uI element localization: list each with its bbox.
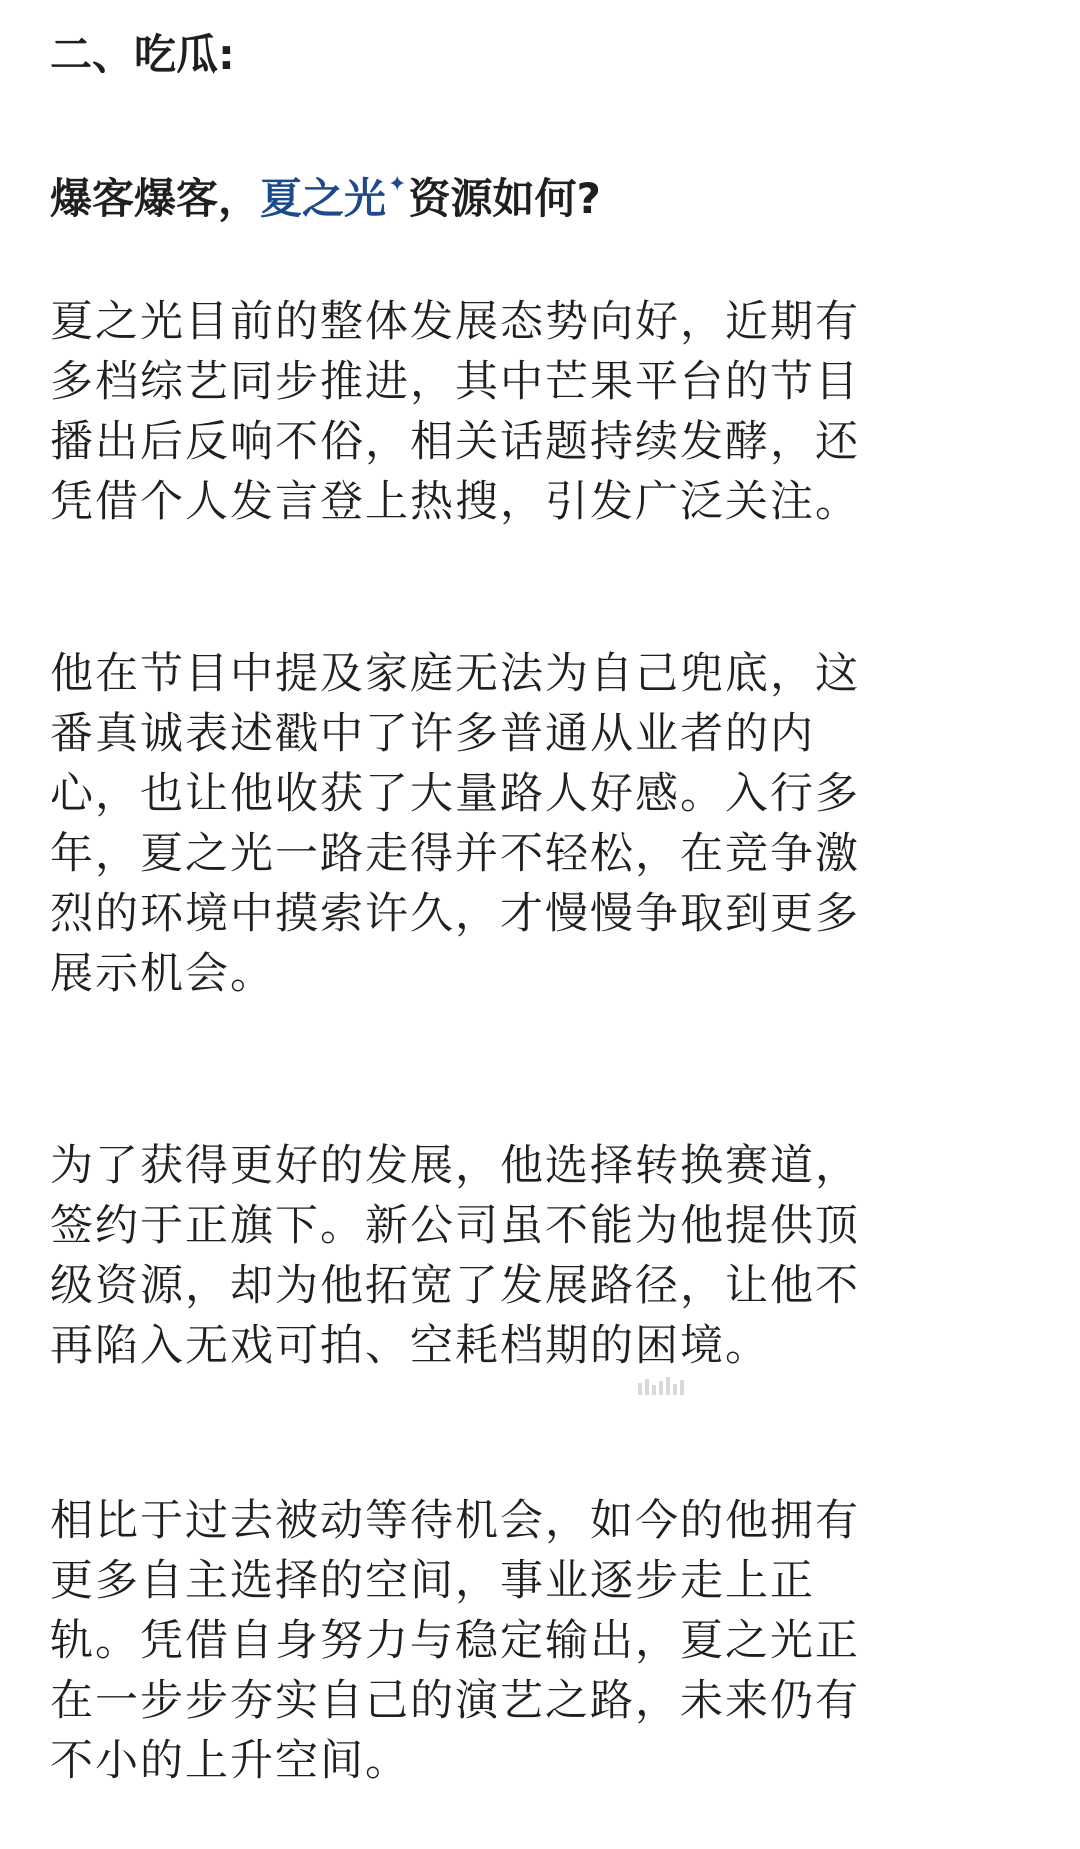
question-suffix: 资源如何? xyxy=(408,174,601,223)
question-prefix: 爆客爆客， xyxy=(50,174,261,223)
text-line: 他在节目中提及家庭无法为自己兜底，这 xyxy=(50,649,860,699)
paragraph-2 xyxy=(50,644,1010,1004)
text-line: 心，也让他收获了大量路人好感。入行多 xyxy=(50,769,860,819)
paragraph-1 xyxy=(50,292,1010,532)
text-line: 夏之光目前的整体发展态势向好，近期有 xyxy=(50,297,860,347)
text-line: 签约于正旗下。新公司虽不能为他提供顶 xyxy=(50,1201,860,1251)
text-line: 年，夏之光一路走得并不轻松，在竞争激 xyxy=(50,829,860,879)
text-line: 再陷入无戏可拍、空耗档期的困境。 xyxy=(50,1321,770,1371)
sparkle-icon: ✦ xyxy=(388,172,407,197)
text-line: 烈的环境中摸索许久，才慢慢争取到更多 xyxy=(50,889,860,939)
section-title: 二、吃瓜: xyxy=(50,30,235,79)
text-line: 级资源，却为他拓宽了发展路径，让他不 xyxy=(50,1261,860,1311)
text-line: 不小的上升空间。 xyxy=(50,1736,410,1786)
text-line: 播出后反响不俗，相关话题持续发酵，还 xyxy=(50,417,860,467)
text-line: 展示机会。 xyxy=(50,949,275,999)
text-line: 轨。凭借自身努力与稳定输出，夏之光正 xyxy=(50,1616,860,1666)
text-line: 番真诚表述戳中了许多普通从业者的内 xyxy=(50,709,815,759)
text-line: 凭借个人发言登上热搜，引发广泛关注。 xyxy=(50,477,860,527)
text-line: 多档综艺同步推进，其中芒果平台的节目 xyxy=(50,357,860,407)
text-line: 相比于过去被动等待机会，如今的他拥有 xyxy=(50,1496,860,1546)
text-line: 在一步步夯实自己的演艺之路，未来仍有 xyxy=(50,1676,860,1726)
paragraph-4 xyxy=(50,1491,1010,1791)
paragraph-3 xyxy=(50,1136,1010,1376)
question-heading xyxy=(50,155,601,229)
person-link[interactable]: 夏之光 xyxy=(260,174,387,223)
text-line: 为了获得更好的发展，他选择转换赛道， xyxy=(50,1141,860,1191)
text-line: 更多自主选择的空间，事业逐步走上正 xyxy=(50,1556,815,1606)
watermark-icon xyxy=(636,1375,706,1399)
